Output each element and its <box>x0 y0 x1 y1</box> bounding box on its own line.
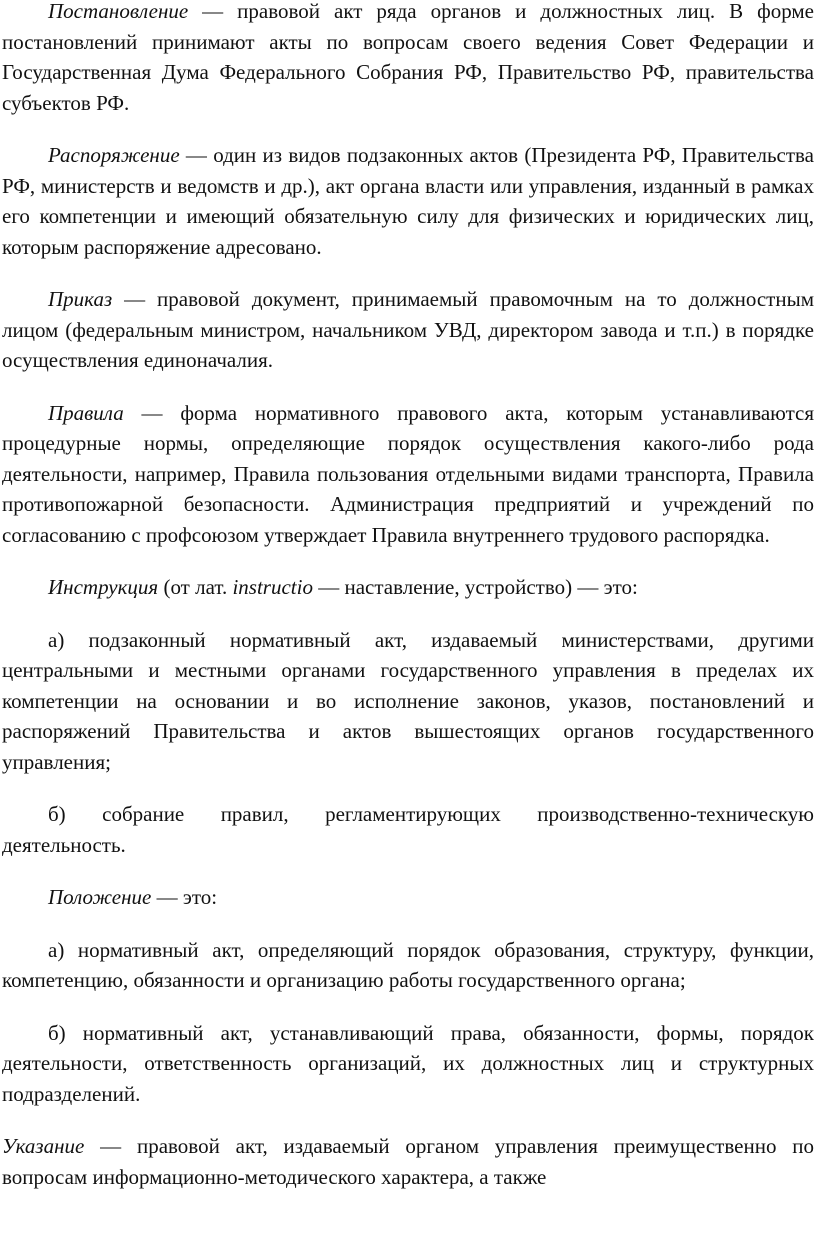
list-item-text: а) подзаконный нормативный акт, издаваемый министерствами, другими центральными и местными органами государственного управления в пределах их компетенции на основании и во исполнение законов, указов, постановлений и распоряжений Правительства и актов вышестоящих органов государственного управления; <box>2 627 814 774</box>
paragraph-ukazanie <box>2 1131 814 1192</box>
definition-rasporyazhenie: — один из видов подзаконных актов (Президента РФ, Правительства РФ, министерств и ведомств и др.), акт органа власти или управления, изданный в рамках его компетенции и имеющий обязательную силу для физических и юридических лиц, которым распоряжение адресовано. <box>2 143 814 259</box>
paragraph-instruktsiya <box>2 572 814 603</box>
term-postanovlenie: Постановление <box>48 0 189 23</box>
paragraph-rasporyazhenie <box>2 140 814 262</box>
list-item-text: б) собрание правил, регламентирующих производственно-техническую деятельность. <box>2 802 814 857</box>
list-item-text: б) нормативный акт, устанавливающий права, обязанности, формы, порядок деятельности, ответственность организаций, их должностных лиц и структурных подразделений. <box>2 1020 814 1106</box>
term-pravila: Правила <box>48 400 124 425</box>
list-item-polozhenie-a <box>2 935 814 996</box>
paragraph-pravila <box>2 398 814 551</box>
paragraph-polozhenie <box>2 882 814 913</box>
definition-pravila: — форма нормативного правового акта, которым устанавливаются процедурные нормы, определяющие порядок осуществления какого-либо рода деятельности, например, Правила пользования отдельными видами транспорта, Правила противопожарной безопасности. Администрация предприятий и учреждений по согласованию с профсоюзом утверждает Правила внутреннего трудового распорядка. <box>2 400 814 547</box>
definition-postanovlenie: — правовой акт ряда органов и должностных лиц. В форме постановлений принимают акты по вопросам своего ведения Совет Федерации и Государственная Дума Федерального Собрания РФ, Правительство РФ, правительства субъектов РФ. <box>2 0 814 115</box>
list-item-instruktsiya-b <box>2 799 814 860</box>
term-prikaz: Приказ <box>48 287 113 311</box>
list-item-polozhenie-b <box>2 1018 814 1110</box>
definition-polozhenie: — это: <box>151 885 218 909</box>
definition-instruktsiya-end: — наставление, устройство) — это: <box>312 575 638 599</box>
paragraph-prikaz <box>2 284 814 376</box>
list-item-text: а) нормативный акт, определяющий порядок образования, структуру, функции, компетенцию, обязанности и организацию работы государственного органа; <box>2 937 814 992</box>
term-rasporyazhenie: Распоряжение <box>48 143 180 167</box>
definition-ukazanie: — правовой акт, издаваемый органом управления преимущественно по вопросам информационно-методического характера, а также <box>2 1134 814 1189</box>
term-polozhenie: Положение <box>48 885 152 909</box>
list-item-instruktsiya-a <box>2 625 814 778</box>
paragraph-postanovlenie <box>2 0 814 118</box>
definition-instruktsiya-start: (от лат. <box>158 575 233 599</box>
term-instruktsiya: Инструкция <box>48 575 159 599</box>
latin-word: instructio <box>232 575 313 599</box>
term-ukazanie: Указание <box>2 1134 85 1158</box>
definition-prikaz: — правовой документ, принимаемый правомочным на то должностным лицом (федеральным министром, начальником УВД, директором завода и т.п.) в порядке осуществления единоначалия. <box>2 287 814 372</box>
